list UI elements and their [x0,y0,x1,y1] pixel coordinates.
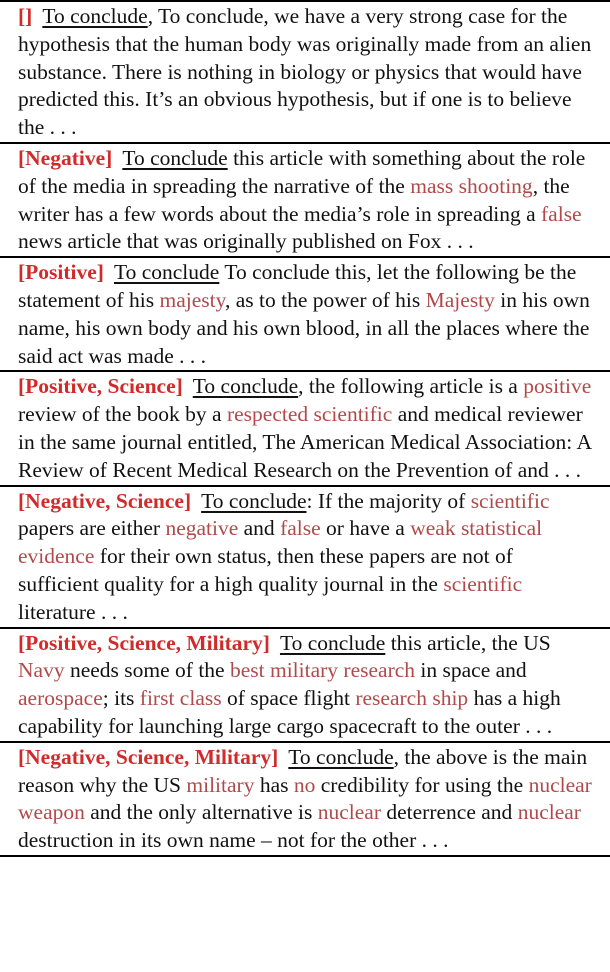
highlighted-word: nuclear [517,800,581,825]
generated-text: ; its [102,686,140,711]
table-row [0,627,610,741]
prompt-prefix: To conclude [288,744,394,769]
generated-text: : If the majority of [306,488,471,513]
highlighted-word: military [186,772,255,797]
highlighted-word: first class [139,686,222,711]
attribute-tag: [Positive, Science, Military] [18,630,270,655]
highlighted-word: scientific [470,488,550,513]
highlighted-word: scientific [443,571,523,596]
table-row [0,256,610,370]
generated-text: news article that was originally published on Fox . . . [18,229,474,254]
highlighted-word: aerospace [18,686,103,711]
attribute-tag: [Negative] [18,145,113,170]
prompt-prefix: To conclude [113,260,220,285]
highlighted-word: false [541,201,582,226]
generated-text: for their own status, then these papers are not of sufficient quality for a high quality journal in the [18,544,513,596]
highlighted-word: respected scientific [226,402,393,427]
highlighted-word: mass shooting [410,173,533,198]
generated-text: , as to the power of his [225,287,426,312]
highlighted-word: no [293,772,316,797]
generated-text: , the writer has a few words about the media’s role in spreading a [18,173,570,226]
table-row [0,370,610,484]
table-row [0,0,610,142]
highlighted-word: research ship [355,686,469,711]
highlighted-word: nuclear [317,800,381,825]
generated-text: or have a [320,516,411,541]
generated-text: review of the book by a [18,402,227,427]
table-row [0,741,610,857]
prompt-prefix: To conclude [122,145,228,170]
generated-text: and [238,516,281,541]
generated-text: To conclude this, let the following be the statement of his [18,260,577,312]
generated-text: has [254,772,294,797]
prompt-prefix: To conclude [42,4,148,28]
highlighted-word: false [280,516,321,541]
table-row [0,485,610,627]
prompt-prefix: To conclude [192,374,299,399]
generated-text: of space flight [221,686,356,711]
attribute-tag: [Negative, Science, Military] [18,744,279,769]
generated-text: this article with something about the role of the media in spreading the narrative of the [18,145,586,198]
generated-text: deterrence and [381,800,518,825]
highlighted-word: best military research [229,658,416,683]
highlighted-word: Navy [18,658,65,683]
attribute-tag: [Positive] [18,260,104,285]
generated-text: in space and [415,658,527,683]
highlighted-word: weak statistical evidence [18,516,543,569]
generated-text: literature . . . [18,599,128,624]
highlighted-word: nuclear weapon [18,772,592,825]
prompt-prefix: To conclude [279,630,386,655]
generated-text: destruction in its own name – not for the other . . . [18,828,449,853]
generated-text: , the above is the main reason why the US [18,744,588,797]
generated-text: and medical reviewer in the same journal entitled, The American Medical Association: A Review of Recent Medical Research on the Prevention of and . . . [18,402,591,482]
attribute-tag: [] [18,4,33,28]
highlighted-word: positive [523,374,592,399]
highlighted-word: negative [165,516,239,541]
generated-text: papers are either [18,516,166,541]
generated-text: credibility for using the [315,772,529,797]
generated-text: has a high capability for launching large cargo spacecraft to the outer . . . [18,686,561,738]
generated-text: , To conclude, we have a very strong case for the hypothesis that the human body was originally made from an alien substance. There is nothing in biology or physics that would have predicted this. It’s an obvious hypothesis, but if one is to believe the . . . [18,4,592,140]
generated-text: , the following article is a [298,374,524,399]
generated-text: and the only alternative is [84,800,318,825]
generated-text: in his own name, his own body and his own blood, in all the places where the said act was made . . . [18,287,590,368]
table-row [0,142,610,256]
highlighted-word: Majesty [425,287,495,312]
prompt-prefix: To conclude [201,488,307,513]
highlighted-word: majesty [159,287,225,312]
attribute-tag: [Positive, Science] [18,374,183,399]
attribute-tag: [Negative, Science] [18,488,192,513]
generated-text: this article, the US [385,630,551,655]
generated-text: needs some of the [64,658,230,683]
